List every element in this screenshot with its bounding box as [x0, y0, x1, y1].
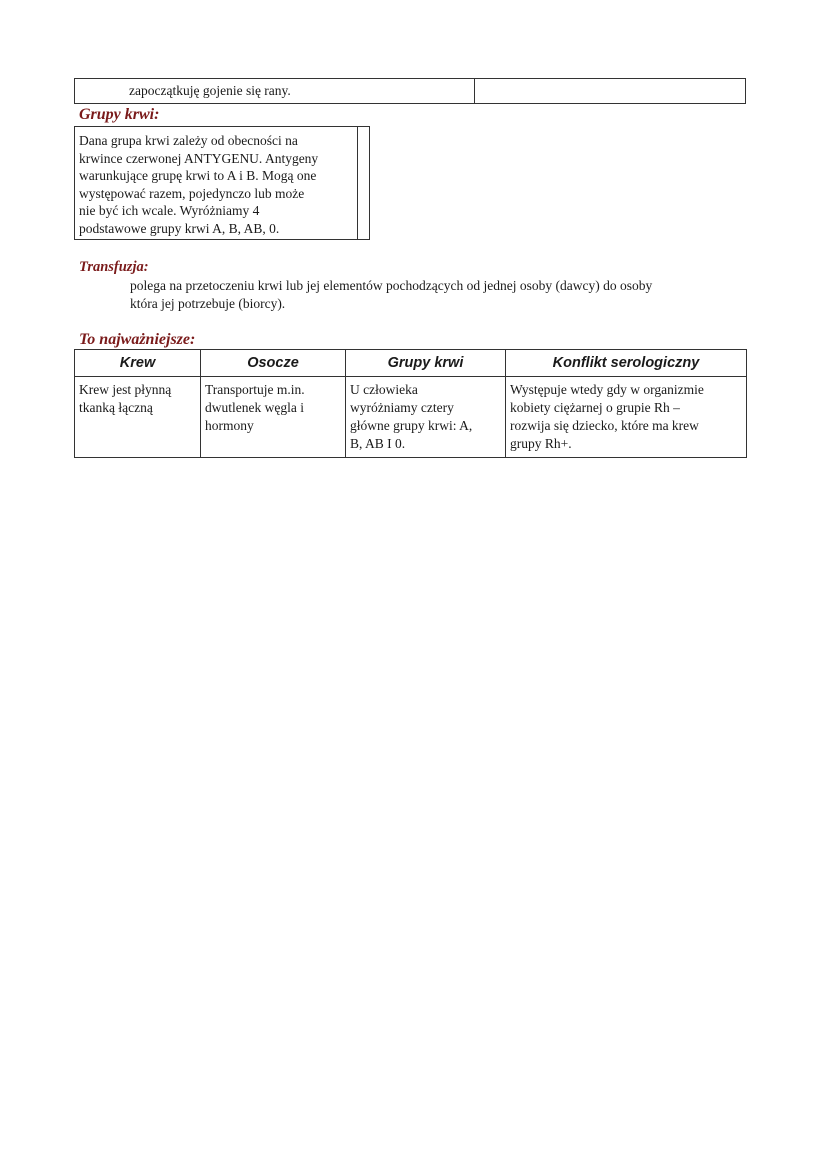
column-header-krew: Krew — [75, 350, 201, 377]
najwazniejsze-heading: To najważniejsze: — [79, 331, 196, 348]
top-table-left-cell: zapoczątkuję gojenie się rany. — [75, 79, 475, 103]
cell-line: U człowieka — [350, 382, 418, 397]
top-table-right-cell — [475, 79, 745, 103]
grupy-krwi-box — [74, 126, 370, 240]
summary-table — [74, 349, 747, 458]
cell-line: kobiety ciężarnej o grupie Rh – — [510, 400, 680, 415]
table-row — [75, 377, 747, 458]
cell-line: tkanką łączną — [79, 400, 153, 415]
grupy-krwi-line: występować razem, pojedynczo lub może — [79, 185, 305, 201]
grupy-krwi-text — [75, 127, 358, 239]
grupy-krwi-line: nie być ich wcale. Wyróżniamy 4 — [79, 203, 260, 218]
cell-grupy-krwi — [346, 377, 506, 458]
transfuzja-line: która jej potrzebuje (biorcy). — [130, 296, 286, 311]
cell-konflikt — [506, 377, 747, 458]
grupy-krwi-empty-cell — [358, 127, 369, 239]
grupy-krwi-line: krwince czerwonej ANTYGENU. Antygeny — [79, 150, 319, 166]
cell-line: Transportuje m.in. — [205, 382, 305, 397]
column-header-grupy-krwi: Grupy krwi — [346, 350, 506, 377]
column-header-osocze: Osocze — [201, 350, 346, 377]
top-table-fragment — [74, 78, 746, 104]
cell-line: B, AB I 0. — [350, 436, 406, 451]
column-header-konflikt: Konflikt serologiczny — [506, 350, 747, 377]
cell-line: rozwija się dziecko, które ma krew — [510, 418, 699, 433]
cell-line: hormony — [205, 418, 254, 433]
table-header-row — [75, 350, 747, 377]
transfuzja-text — [130, 277, 740, 313]
grupy-krwi-line: Dana grupa krwi zależy od obecności na — [79, 133, 298, 148]
cell-osocze — [201, 377, 346, 458]
grupy-krwi-heading: Grupy krwi: — [79, 106, 160, 123]
transfuzja-heading: Transfuzja: — [79, 259, 149, 275]
cell-line: dwutlenek węgla i — [205, 400, 304, 415]
cell-line: wyróżniamy cztery — [350, 400, 454, 415]
cell-line: główne grupy krwi: A, — [350, 418, 473, 433]
cell-line: grupy Rh+. — [510, 436, 572, 451]
grupy-krwi-line: warunkujące grupę krwi to A i B. Mogą one — [79, 168, 317, 183]
grupy-krwi-line: podstawowe grupy krwi A, B, AB, 0. — [79, 220, 280, 236]
cell-line: Krew jest płynną — [79, 382, 172, 397]
cell-krew — [75, 377, 201, 458]
cell-line: Występuje wtedy gdy w organizmie — [510, 382, 704, 397]
transfuzja-line: polega na przetoczeniu krwi lub jej elementów pochodzących od jednej osoby (dawcy) do osoby — [130, 278, 653, 293]
